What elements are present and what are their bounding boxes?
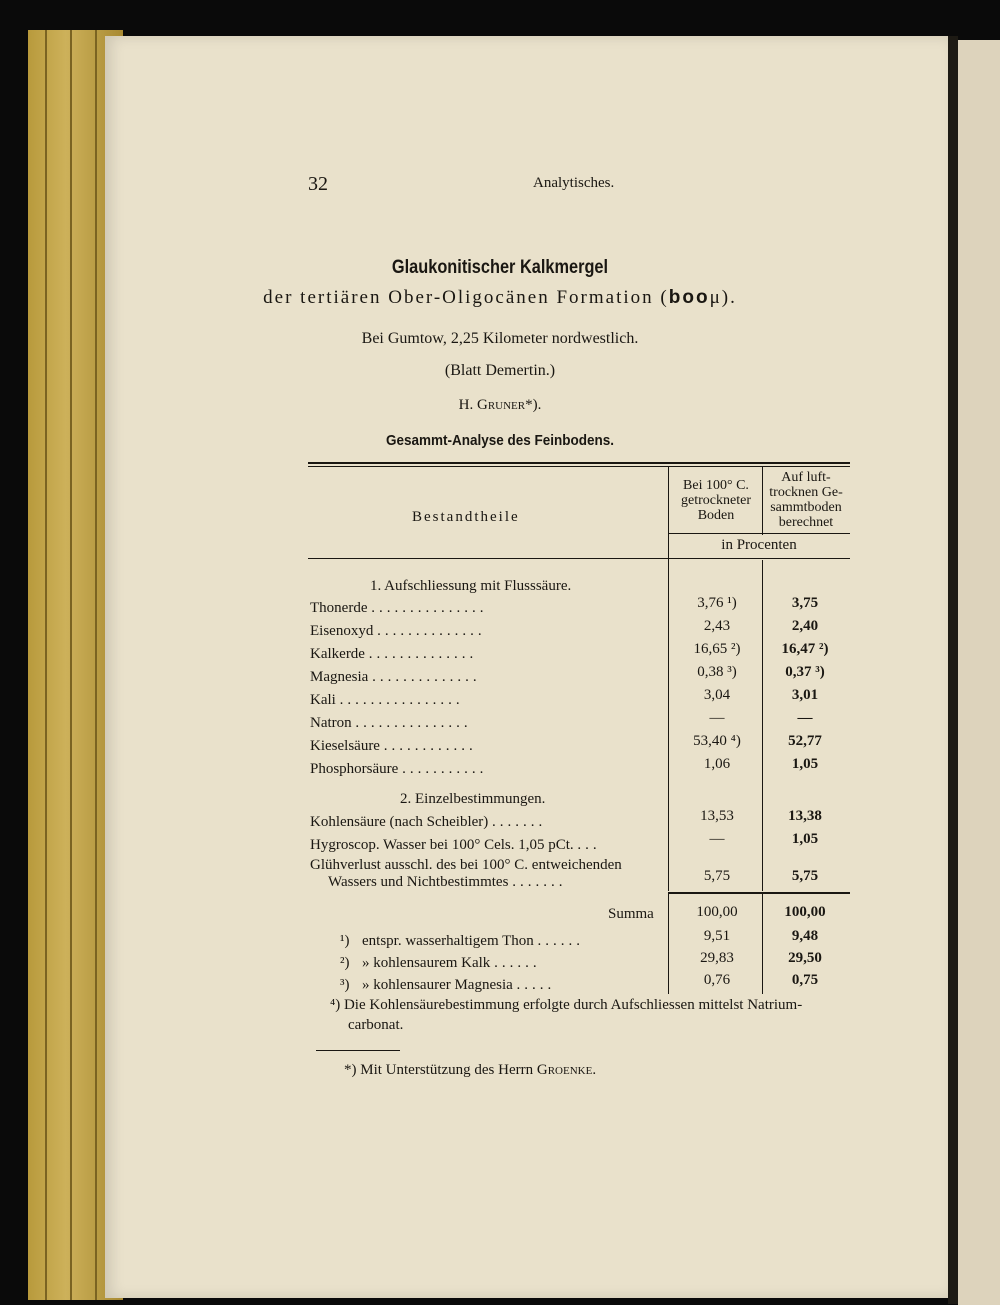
page-number: 32 — [308, 173, 328, 195]
table-cell: 5,75 — [791, 868, 819, 884]
table-cell: 0,38 ³) — [697, 664, 737, 680]
col-header-bestandtheile: Bestandtheile — [412, 509, 520, 525]
table-cell: 52,77 — [788, 733, 822, 749]
table-row-label: Hygroscop. Wasser bei 100° Cels. 1,05 pCt. ... — [310, 837, 601, 853]
page-title: Glaukonitischer Kalkmergel — [391, 257, 609, 278]
table-row-label: Magnesia .............. — [310, 669, 481, 685]
page-edge-line — [45, 30, 47, 1300]
table-row-label: Natron ............... — [310, 715, 472, 731]
table-cell: 1,05 — [791, 831, 819, 847]
header-rule — [668, 533, 850, 534]
table-row-label: Glühverlust ausschl. des bei 100° C. entweichenden — [310, 857, 622, 873]
location-line: Bei Gumtow, 2,25 Kilometer nordwestlich. — [361, 330, 639, 347]
table-cell: 3,01 — [791, 687, 819, 703]
table-row-label: Kali ................ — [310, 692, 464, 708]
footnote-text: » kohlensaurem Kalk ...... — [362, 955, 541, 971]
table-cell: 1,05 — [791, 756, 819, 772]
table-cell: 2,40 — [791, 618, 819, 634]
running-head: Analytisches. — [533, 175, 615, 191]
unit-header: in Procenten — [721, 537, 797, 553]
table-cell: — — [709, 831, 725, 847]
author-line: H. Gruner*). — [458, 397, 542, 413]
table-row-label: Kalkerde .............. — [310, 646, 478, 662]
summa-rule — [668, 892, 850, 894]
summa-label: Summa — [608, 906, 654, 922]
table-cell: 29,50 — [788, 950, 822, 966]
footnote-rule — [316, 1050, 400, 1051]
column-rule — [762, 467, 763, 535]
table-cell: 16,65 ²) — [693, 641, 741, 657]
footnote-4: ⁴) Die Kohlensäurebestimmung erfolgte durch Aufschliessen mittelst Natrium- — [330, 997, 803, 1013]
table-row-label: Thonerde ............... — [310, 600, 488, 616]
book-gutter — [948, 36, 958, 1304]
sheet-line: (Blatt Demertin.) — [444, 362, 556, 379]
summa-value: 100,00 — [696, 904, 738, 920]
table-row-label: Kieselsäure ............ — [310, 738, 477, 754]
section-heading: 2. Einzelbestimmungen. — [400, 791, 546, 807]
section-heading: 1. Aufschliessung mit Flusssäure. — [370, 578, 572, 594]
table-top-rule — [308, 466, 850, 467]
table-cell: 3,75 — [791, 595, 819, 611]
table-top-rule — [308, 462, 850, 464]
page-edge-line — [70, 30, 72, 1300]
table-cell: — — [709, 710, 725, 726]
table-cell: 9,51 — [703, 928, 731, 944]
table-cell: 13,38 — [788, 808, 822, 824]
table-cell: 9,48 — [791, 928, 819, 944]
table-cell: 2,43 — [703, 618, 731, 634]
table-cell: 1,06 — [703, 756, 731, 772]
col-header-lufttrocken: Auf luft-trocknen Ge-sammtboden berechnet — [769, 470, 843, 530]
column-rule — [668, 894, 669, 994]
footnote-mark: ¹) — [340, 933, 350, 949]
table-cell: 53,40 ⁴) — [693, 733, 741, 749]
table-row-label: Eisenoxyd .............. — [310, 623, 486, 639]
table-title: Gesammt-Analyse des Feinbodens. — [385, 432, 615, 449]
summa-value: 100,00 — [784, 904, 826, 920]
footnote-mark: ²) — [340, 955, 350, 971]
table-cell: 16,47 ²) — [781, 641, 829, 657]
table-cell: 0,37 ³) — [785, 664, 825, 680]
table-cell: 13,53 — [700, 808, 734, 824]
table-cell: 5,75 — [703, 868, 731, 884]
page-edge-line — [95, 30, 97, 1300]
subtitle: der tertiären Ober-Oligocänen Formation (booμ). — [263, 287, 737, 308]
footnote-star: *) Mit Unterstützung des Herrn Groenke. — [344, 1062, 597, 1078]
col-header-getrocknet: Bei 100° C. getrockneter Boden — [681, 478, 751, 523]
footnote-mark: ³) — [340, 977, 350, 993]
table-cell: — — [797, 710, 813, 726]
table-row-label: Phosphorsäure ........... — [310, 761, 488, 777]
footnote-4-cont: carbonat. — [348, 1017, 404, 1033]
footnote-text: entspr. wasserhaltigem Thon ...... — [362, 933, 585, 949]
table-cell: 29,83 — [700, 950, 734, 966]
table-row-label: Kohlensäure (nach Scheibler) ....... — [310, 814, 547, 830]
table-cell: 0,75 — [791, 972, 819, 988]
header-bottom-rule — [308, 558, 850, 559]
table-cell: 3,04 — [703, 687, 731, 703]
table-cell: 0,76 — [703, 972, 731, 988]
footnote-text: » kohlensaurer Magnesia ..... — [362, 977, 556, 993]
facing-page-edge — [958, 40, 1000, 1305]
table-cell: 3,76 ¹) — [697, 595, 737, 611]
column-rule — [668, 467, 669, 891]
table-row-label: Wassers und Nichtbestimmtes ....... — [328, 874, 567, 890]
